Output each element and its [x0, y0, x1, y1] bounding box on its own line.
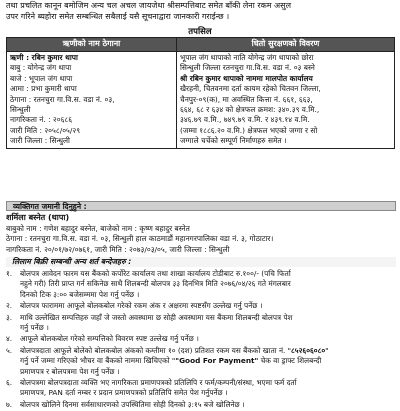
term-number: ३. — [6, 312, 13, 322]
term-line: प्रमाणपत्र, PAN दर्ता नम्बर र प्रदान प्रमाणपत्रको प्रतिलिपि समेत पेश गर्नुपर्नेछ । — [20, 388, 228, 398]
term-item — [6, 313, 396, 334]
borrower-name: रबिन कुमार थापा — [31, 53, 78, 62]
term-line: बोलपत्रमा बोलपत्रदाता व्यक्ति भए नागरिकता प्रमाणपत्रको प्रतिलिपि र फर्म/कम्पनी/संस्था, भएमा फर्म दर्ता — [20, 378, 297, 388]
collateral-line: ६६४, ६८ र ६३४ को क्षेत्रफल क्रमश: ३४०.३९ व.मि., — [180, 105, 320, 115]
term-item — [6, 269, 396, 300]
borrower-column-header: ऋणीको नाम ठेगाना — [7, 38, 177, 52]
term-line: बोलपत्र फाराममा आफूले बोलकबोल गरेको रकम अंक र अक्षरमा स्पष्टसँग उल्लेख गर्नु पर्नेछ । — [20, 301, 263, 311]
borrower-detail: ठेगाना : रतनचुरा गा.वि.स. वडा नं. ०३, — [10, 94, 115, 104]
guarantor-section-heading: व्यक्तिगत जमानी दिनुहुने : — [6, 201, 396, 211]
term-number: ६. — [6, 378, 13, 388]
guarantor-name: शर्मिला बस्नेत (थापा) — [6, 213, 70, 222]
collateral-line: श्री रबिन कुमार थापाको नाममा मालपोत कार्यालय — [180, 73, 313, 83]
collateral-line: ३४६.७९ व.मि., ७४९.७९ व.मि. र ४३९.१४ व.मि. — [180, 115, 310, 125]
collateral-line: जग्गाले चर्चेको सम्पूर्ण निर्माणहरु समेत । — [180, 136, 287, 146]
term-line: बोलपत्र खोलिने दिनमा सर्वसाधारणको उपस्थितिमा सोही दिनको ३:१५ बजे खोलिनेछ । — [20, 399, 245, 409]
borrower-detail: आमा : प्रभा कुमारी थापा — [10, 84, 77, 94]
term-item — [6, 346, 396, 377]
term-line: बोलपत्र आवेदन फारम यस बैंकको कर्पोरेट कार्यालय तथा शाखा कार्यालय टोडीबाट रु.१००/- (पचि फिर्ता — [20, 269, 291, 278]
term-line: गर्नु पर्नेछ । — [20, 323, 49, 333]
schedule-heading: तपसिल — [188, 27, 212, 37]
borrower-name-label: ऋणी : — [10, 53, 30, 62]
intro-paragraph — [6, 0, 394, 22]
term-line: आफूले बोलकबोल गरेको सम्पत्तिको विवरण स्पष्ट उल्लेख गर्नु पर्नेछ । — [20, 334, 199, 344]
term-line-tail: " — [325, 345, 329, 355]
collateral-column-header: धितो सुरक्षणको विवरण — [177, 38, 395, 52]
collateral-line: (जम्मा १८८६.२० व.मि.) क्षेत्रफल भएको जग्गा र सो — [180, 125, 318, 135]
borrower-name-row — [10, 53, 173, 63]
debt-table — [6, 37, 395, 149]
borrower-detail: जारी मिति : २०५८/०५/२९ — [10, 125, 81, 135]
term-line: गर्नु पर्ने जम्मा गरिएको भौचर वा बैंकको नाममा खिचिएको " — [20, 356, 176, 366]
term-line: नहुने गरी) तिरी प्राप्त गर्न सकिनेछ साथै शिलबन्दी बोलपत्र ३३ दिनभित्र मिति २०७६/०४/२६ गते मंगलबार — [20, 279, 291, 289]
term-line: बोलपत्रदाता आफूले बोलेको बोलकबोल अंकको कम्तीमा १० (दश) प्रतिशत रकम यस बैंकको खाता नं. " — [20, 345, 292, 355]
borrower-detail: नागरिकता नं. : २०६८६ — [10, 115, 73, 125]
term-line: माथि उल्लेखित सम्पत्तिहरु जहाँ जे जस्तो अवस्थामा छ सोही अवस्थामा यस बैंकमा शिलबन्दी बोलपत्र पेश — [20, 312, 293, 322]
term-number: ५. — [6, 345, 13, 355]
borrower-detail: सिन्धुली — [10, 105, 31, 115]
term-line-tail: चेक वा ड्राफ्ट शिलबन्दी — [258, 356, 322, 366]
collateral-line: सिन्धुली जिल्ला रतनचुरा गा.वि.स. वडा नं. ०३ बस्ने — [180, 63, 315, 73]
collateral-line: खैरहनी, चितवनमा दर्ता कायम रहेको चितवन जिल्ला, — [180, 84, 321, 94]
terms-section-heading: लिलाम बिक्री सम्बन्धी अन्य शर्त बन्देजहरु : — [6, 257, 396, 267]
term-number: ४. — [6, 334, 13, 344]
guarantor-line: नागरिकता नं. २०/०१/७२/०७६१, जारी मिति : २०७३/०३/०५, जारी जिल्ला : सिन्धुली — [6, 244, 230, 254]
guarantor-block — [6, 213, 396, 255]
term-item — [6, 378, 396, 399]
term-number: ७. — [6, 399, 13, 409]
good-for-payment-text: "Good For Payment" — [175, 356, 259, 366]
term-line: प्रमाणपत्र र बोलपत्रमा पेश गर्नु पर्नेछ । — [20, 366, 120, 376]
borrower-detail: जारी जिल्ला : सिन्धुली — [10, 136, 70, 146]
collateral-line: चैनपुर-०९(क), मा अवस्थित कित्ता नं. ६६१, ६६३, — [180, 94, 313, 104]
bank-account-number: ८५२६०६०८० — [291, 345, 326, 355]
intro-line: तथा प्रचलित कानून बमोजिम अन्य चल अचल जायजेथा श्रीसम्पत्तिबाट समेत बाँकी लेना रकम असुल — [6, 1, 291, 10]
term-item — [6, 301, 396, 311]
term-number: १. — [6, 269, 13, 278]
terms-list — [6, 269, 396, 411]
term-line-with-check — [20, 356, 396, 366]
borrower-detail: बाबु : योगेन्द्र जंग थापा — [10, 63, 72, 73]
guarantor-line: बाबुको नाम : गणेश बहादुर बस्नेत, बाजेको नाम : कृष्ण बहादुर बस्नेत — [6, 223, 190, 233]
term-line: दिनको टिक ३:०० बजेसम्ममा पेश गर्नु पर्नेछ । — [20, 289, 140, 299]
term-line-with-account — [20, 346, 396, 356]
term-item — [6, 400, 396, 410]
collateral-cell — [177, 52, 395, 149]
term-item — [6, 334, 396, 344]
collateral-line: भूपाल जंग थापाको नाति योगेन्द्र जंग थापाको छोरा — [180, 53, 314, 62]
borrower-detail: बाजे : भूपाल जंग थापा — [10, 73, 73, 83]
guarantor-line: ठेगाना : रतनचुरा गा.वि.स. वडा नं. ०३, सिन्धुली हाल काठमाडौं महानगरपालिका वडा नं. ३, गोठाटार। — [6, 234, 274, 244]
term-number: २. — [6, 301, 13, 311]
intro-line: उपर गरिने ब्यहोरा समेत सम्बन्धित सबैलाई यसै सूचनाद्वारा जानकारी गराईन्छ । — [6, 12, 230, 21]
borrower-cell — [7, 52, 177, 149]
